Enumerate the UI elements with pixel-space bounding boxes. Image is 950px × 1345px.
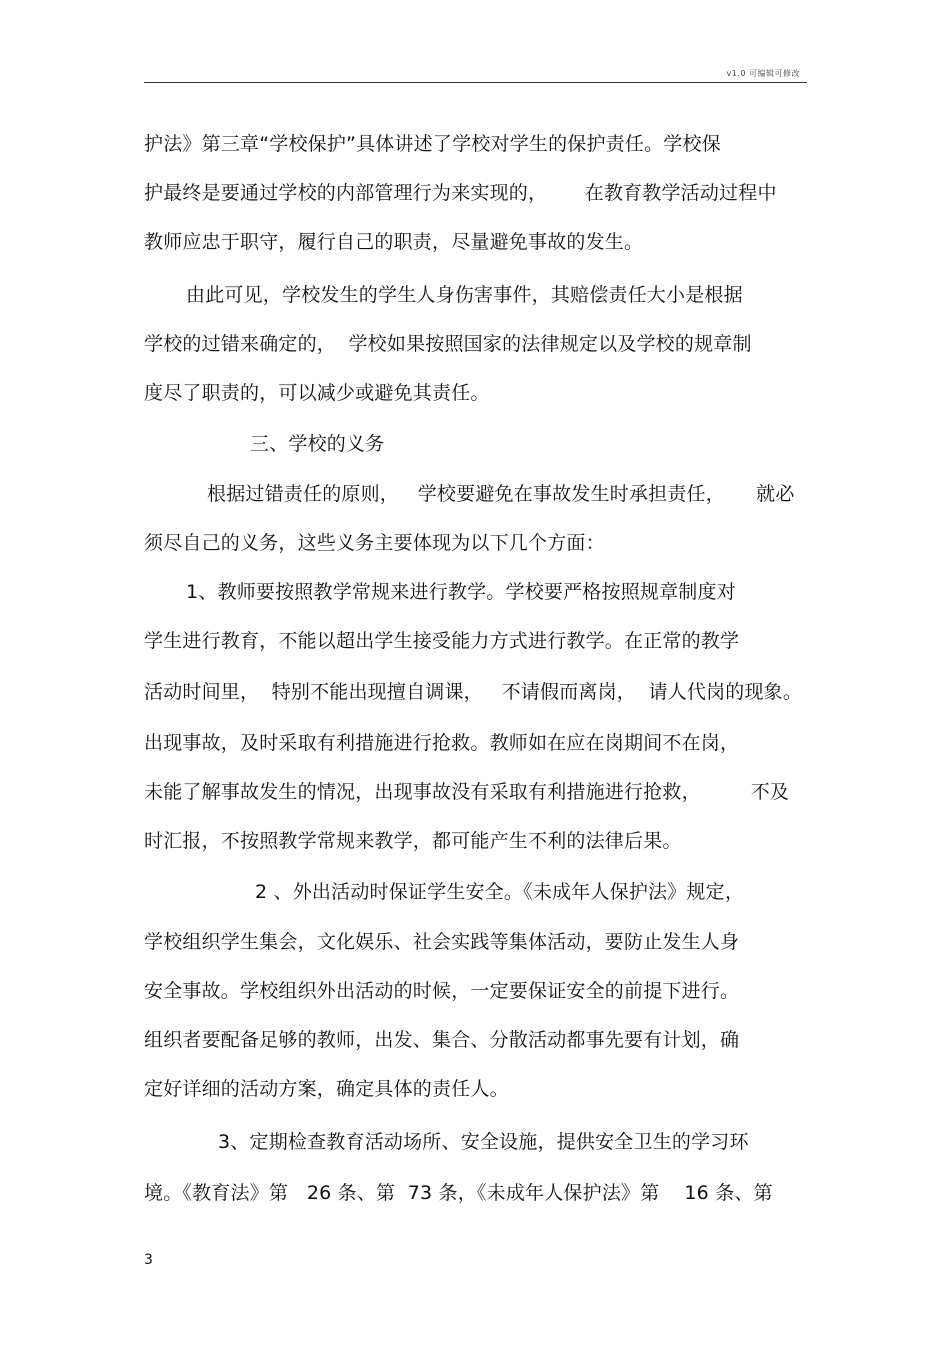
text-line: 度尽了职责的，可以减少或避免其责任。 [144,382,490,404]
text-line: 时汇报，不按照教学常规来教学，都可能产生不利的法律后果。 [144,830,682,852]
text-line: 学校的过错来确定的， 学校如果按照国家的法律规定以及学校的规章制 [144,333,752,355]
page-number: 3 [144,1252,153,1268]
text-line: 须尽自己的义务，这些义务主要体现为以下几个方面： [144,532,605,554]
text-line: 由此可见，学校发生的学生人身伤害事件，其赔偿责任大小是根据 [186,284,743,306]
text-line: 定好详细的活动方案，确定具体的责任人。 [144,1078,509,1100]
text-line: 护最终是要通过学校的内部管理行为来实现的， 在教育教学活动过程中 [144,182,777,204]
text-line: 3、定期检查教育活动场所、安全设施，提供安全卫生的学习环 [218,1131,749,1153]
text-line: 出现事故，及时采取有利措施进行抢救。教师如在应在岗期间不在岗， [144,732,740,754]
text-line: 教师应忠于职守，履行自己的职责，尽量避免事故的发生。 [144,231,644,253]
version-label: v1.0 可编辑可修改 [726,69,800,78]
section-heading: 三、学校的义务 [250,433,385,455]
text-line: 安全事故。学校组织外出活动的时候，一定要保证安全的前提下进行。 [144,980,740,1002]
text-line: 根据过错责任的原则， 学校要避免在事故发生时承担责任， 就必 [207,483,795,505]
text-line: 护法》第三章“学校保护”具体讲述了学校对学生的保护责任。学校保 [144,133,721,155]
text-line: 1、教师要按照教学常规来进行教学。学校要严格按照规章制度对 [186,581,736,603]
header-divider [144,82,807,83]
text-line: 活动时间里， 特别不能出现擅自调课， 不请假而离岗， 请人代岗的现象。 [144,681,803,703]
text-line: 学生进行教育，不能以超出学生接受能力方式进行教学。在正常的教学 [144,630,740,652]
text-line: 学校组织学生集会，文化娱乐、社会实践等集体活动，要防止发生人身 [144,931,740,953]
text-line: 组织者要配备足够的教师，出发、集合、分散活动都事先要有计划，确 [144,1029,740,1051]
text-line: 境。《教育法》第 26 条、第 73 条，《未成年人保护法》第 16 条、第 [144,1182,773,1204]
text-line: 2 、外出活动时保证学生安全。《未成年人保护法》规定， [255,881,745,903]
text-line: 未能了解事故发生的情况，出现事故没有采取有利措施进行抢救， 不及 [144,781,790,803]
